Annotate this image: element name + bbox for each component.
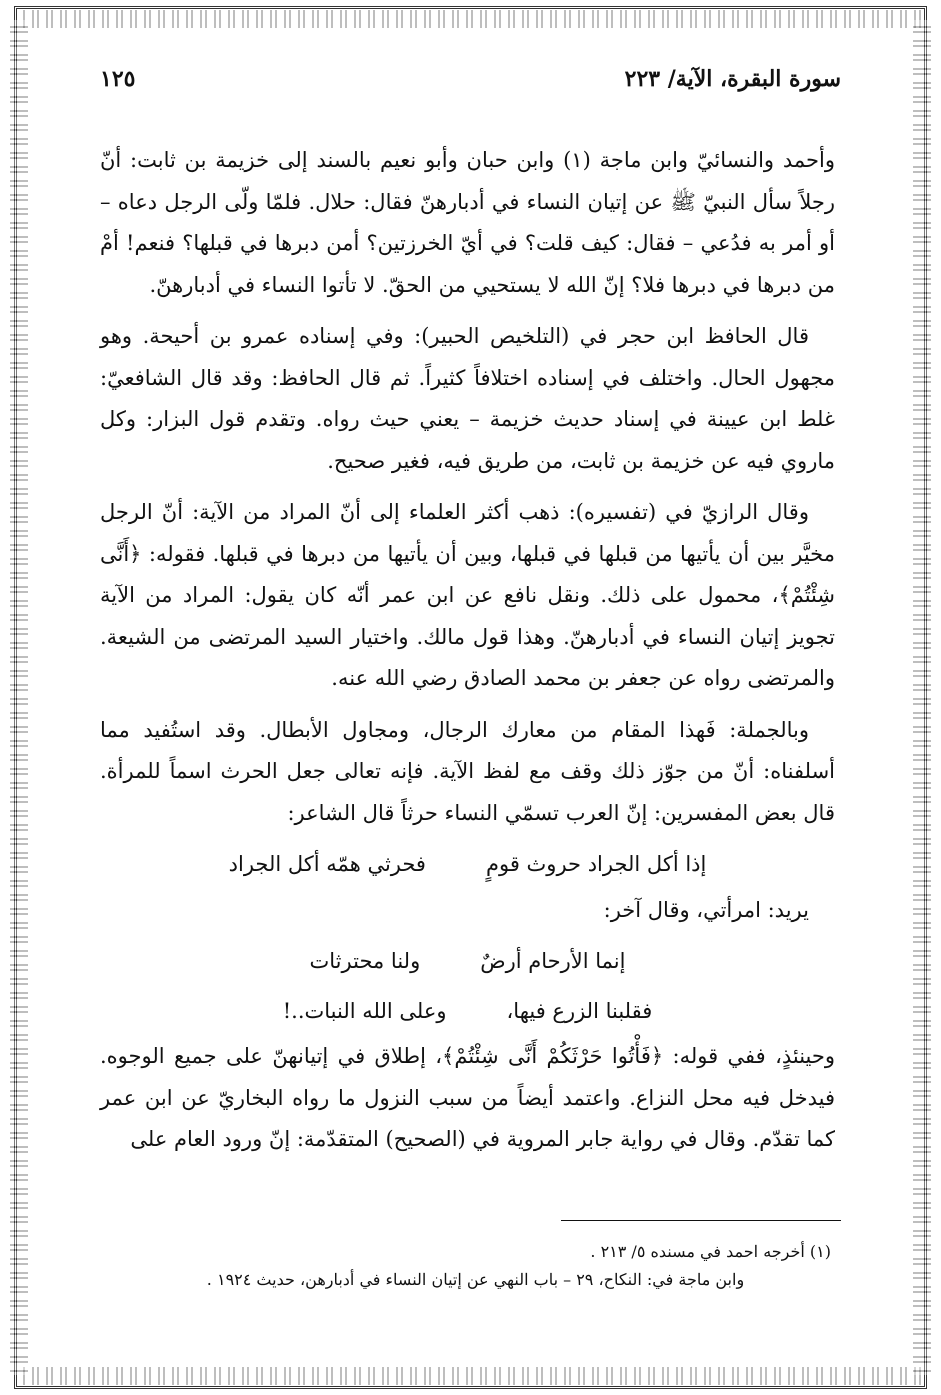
paragraph-3: وقال الرازيّ في (تفسيره): ذهب أكثر العلماء إلى أنّ المراد من الآية: أنّ الرجل مخيَّر بين أن يأتيها من قبلها في قبلها، وبين أن يأتيها من دبرها في قبلها. فقوله: ﴿أَنَّى شِئْتُمْ﴾، محمول على ذلك. ونقل نافع عن ابن عمر أنّه كان يقول: المراد من الآية تجويز إتيان النساء في أدبارهنّ. وهذا قول مالك. واختيار السيد المرتضى من الشيعة. والمرتضى رواه عن جعفر بن محمد الصادق رضي الله عنه. [100,500,835,690]
page-number: ١٢٥ [100,66,136,92]
verse-2-line-1 [100,941,835,983]
verse-2-line-2-second: وعلى الله النبات..! [282,998,447,1023]
footnote-separator [561,1220,841,1221]
verse-1 [100,844,835,886]
verse-2-line-1-second: ولنا محترثات [309,949,421,973]
page-header [100,66,841,106]
paragraph-2: قال الحافظ ابن حجر في (التلخيص الحبير): وفي إسناده عمرو بن أحيحة. وهو مجهول الحال. واختلف في إسناده اختلافاً كثيراً. ثم قال الحافظ: وقد قال الشافعيّ: غلط ابن عيينة في إسناد حديث خزيمة – يعني حيث رواه. وتقدم قول البزار: وكل ماروي فيه عن خزيمة بن ثابت، من طريق فيه، فغير صحيح. [100,324,835,473]
verse-2-line-2-first: فقلبنا الزرع فيها، [506,998,653,1023]
verse-2-line-2 [100,991,835,1033]
running-title: سورة البقرة، الآية/ ٢٢٣ [624,66,841,92]
footnote-1: (١) أخرجه احمد في مسنده ٥/ ٢١٣ . [590,1242,831,1261]
verse-1-first-hemistich: إذا أكل الجراد حروث قومٍ [485,852,707,876]
closing-paragraph: وحينئذٍ، ففي قوله: ﴿فَأْتُوا حَرْثَكُمْ أَنَّى شِئْتُمْ﴾، إطلاق في إتيانهنّ على جميع الوجوه. فيدخل فيه محل النزاع. واعتمد أيضاً من سبب النزول ما رواه البخاريّ عن ابن عمر كما تقدّم. وقال في رواية جابر المروية في (الصحيح) المتقدّمة: إنّ ورود العام على [100,1044,835,1151]
main-text [100,140,835,1171]
interlude: يريد: امرأتي، وقال آخر: [603,897,809,922]
verse-1-second-hemistich: فحرثي همّه أكل الجراد [228,852,426,876]
paragraph-4: وبالجملة: فَهذا المقام من معارك الرجال، ومجاول الأبطال. وقد استُفيد مما أسلفناه: أنّ من جوّز ذلك وقف مع لفظ الآية. فإنه تعالى جعل الحرث اسماً للمرأة. قال بعض المفسرين: إنّ العرب تسمّي النساء حرثاً قال الشاعر: [100,717,835,825]
footnotes [120,1238,831,1294]
verse-2-line-1-first: إنما الأرحام أرضٌ [480,949,626,973]
paragraph-1: وأحمد والنسائيّ وابن ماجة (١) وابن حبان وأبو نعيم بالسند إلى خزيمة بن ثابت: أنّ رجلاً سأل النبيّ ﷺ عن إتيان النساء في أدبارهنّ فقال: حلال. فلمّا ولّى الرجل دعاه – أو أمر به فدُعي – فقال: كيف قلت؟ في أيّ الخرزتين؟ أمن دبرها في قبلها؟ فنعم! أمْ من دبرها في دبرها فلا؟ إنّ الله لا يستحيي من الحقّ. لا تأتوا النساء في أدبارهنّ. [100,148,835,297]
footnote-1-continued: وابن ماجة في: النكاح، ٢٩ – باب النهي عن إتيان النساء في أدبارهن، حديث ١٩٢٤ . [206,1270,745,1289]
